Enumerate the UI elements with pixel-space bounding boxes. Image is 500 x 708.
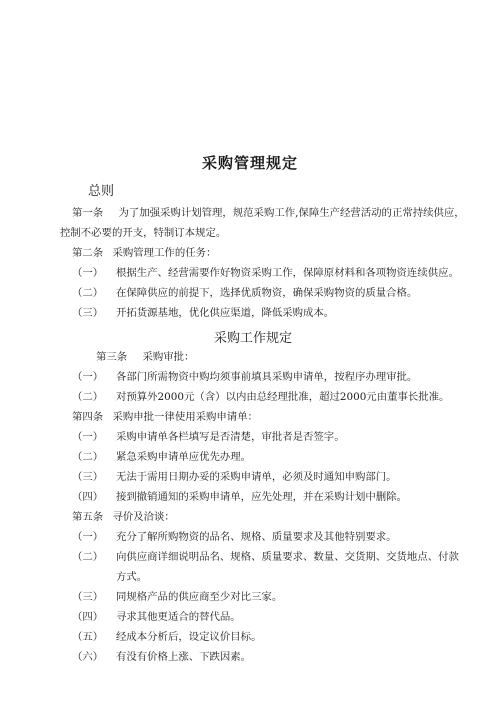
article-3 (96, 350, 194, 364)
article-1-continuation: 控制不必要的开支，特制订本规定。 (60, 227, 227, 239)
item-number: （一） (72, 431, 104, 443)
item-text: 有没有价格上涨、下跌因素。 (116, 651, 252, 663)
list-item-continuation: 方式。 (116, 571, 148, 583)
item-number: （三） (72, 591, 104, 603)
item-text: 充分了解所购物资的品名、规格、质量要求及其他特别要求。 (116, 531, 397, 543)
item-text: 采购申请单各栏填写是否清楚，审批者是否签字。 (116, 431, 345, 443)
item-text: 紧急采购申请单应优先办理。 (116, 451, 252, 463)
article-5-number: 第五条 (72, 511, 104, 523)
item-number: （一） (72, 371, 104, 383)
article-1-text: 为了加强采购计划管理，规范采购工作,保障生产经营活动的正常持续供应， (118, 207, 465, 219)
article-4-number: 第四条 (72, 411, 104, 423)
item-text: 根据生产、经营需要作好物资采购工作，保障原材料和各项物资连续供应。 (116, 267, 459, 279)
article-3-text: 采购审批： (142, 351, 195, 363)
item-number: （五） (72, 631, 104, 643)
article-5-text: 寻价及洽谈： (112, 511, 175, 523)
item-number: （四） (72, 611, 104, 623)
item-number: （一） (72, 531, 104, 543)
item-number: （三） (72, 307, 104, 319)
item-text: 各部门所需物资中购均须事前填具采购申请单，按程序办理审批。 (116, 371, 418, 383)
item-number: （一） (72, 267, 104, 279)
item-text: 同规格产品的供应商至少对比三家。 (116, 591, 283, 603)
item-text: 寻求其他更适合的替代品。 (116, 611, 241, 623)
work-rules-heading: 采购工作规定 (214, 331, 293, 346)
article-5 (72, 510, 175, 524)
item-text: 经成本分析后，设定议价目标。 (116, 631, 262, 643)
article-3-number: 第三条 (96, 351, 128, 363)
item-text: 对预算外2000元（含）以内由总经理批准，超过2000元由董事长批准。 (116, 391, 450, 403)
article-2-number: 第二条 (72, 247, 104, 259)
article-2 (72, 246, 216, 260)
article-4 (72, 410, 258, 424)
article-1-number: 第一条 (72, 207, 104, 219)
item-number: （三） (72, 471, 104, 483)
item-number: （六） (72, 651, 104, 663)
item-number: （二） (72, 451, 104, 463)
item-number: （四） (72, 491, 104, 503)
item-text: 向供应商详细说明品名、规格、质量要求、数量、交货期、交货地点、付款 (116, 551, 459, 563)
item-text: 在保障供应的前提下，选择优质物资，确保采购物资的质量合格。 (116, 287, 418, 299)
document-title: 采购管理规定 (201, 154, 298, 172)
item-number: （二） (72, 391, 104, 403)
item-number: （二） (72, 287, 104, 299)
item-number: （二） (72, 551, 104, 563)
general-heading: 总则 (88, 184, 115, 199)
item-text: 无法于需用日期办妥的采购申请单，必须及时通知申购部门。 (116, 471, 397, 483)
article-1 (72, 206, 465, 220)
item-text: 接到撤销通知的采购申请单，应先处理，并在采购计划中删除。 (116, 491, 407, 503)
article-2-text: 采购管理工作的任务： (112, 247, 217, 259)
item-text: 开拓货源基地，优化供应渠道，降低采购成本。 (116, 307, 335, 319)
article-4-text: 采购申批一律使用采购申请单： (112, 411, 258, 423)
